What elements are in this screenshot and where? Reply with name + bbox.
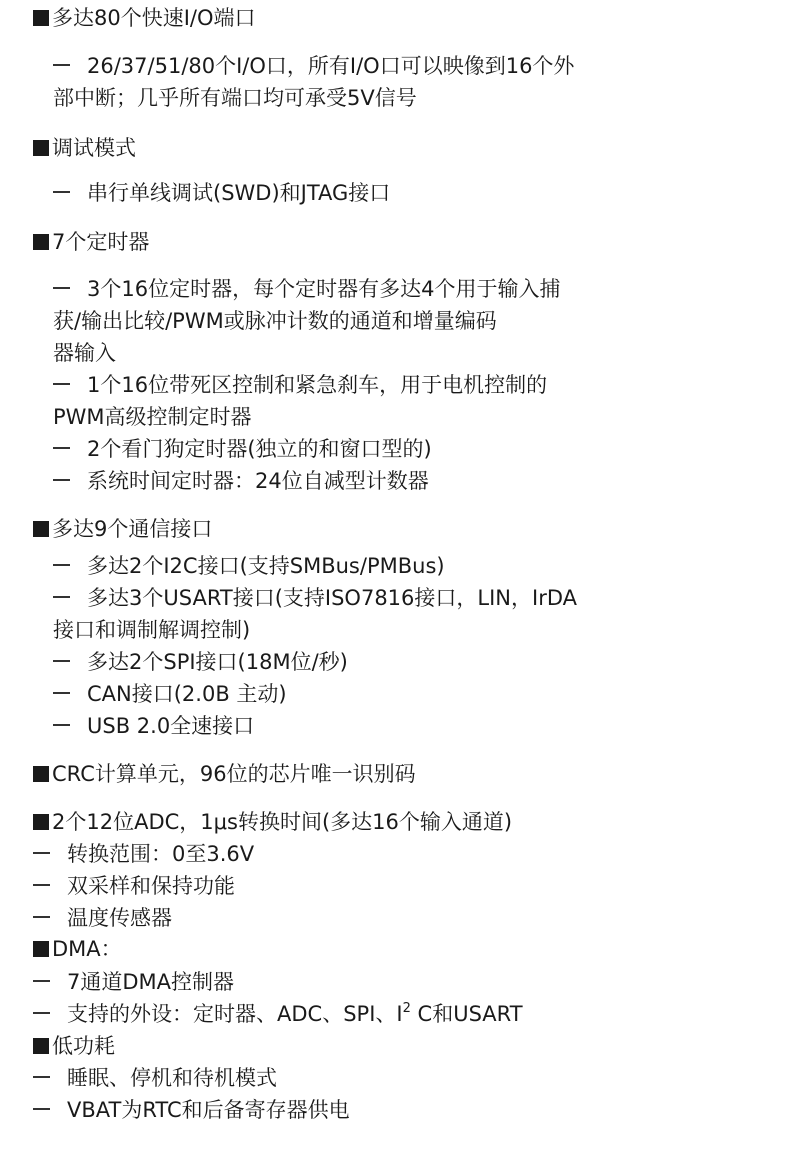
section-heading xyxy=(33,515,212,543)
line-text: 7个定时器 xyxy=(52,230,150,254)
list-item-continuation xyxy=(53,403,252,431)
line-text: 睡眠、停机和待机模式 xyxy=(67,1066,277,1090)
square-bullet-icon xyxy=(33,10,49,26)
dash-bullet-icon xyxy=(53,287,70,289)
dash-bullet-icon xyxy=(53,447,70,449)
line-text-tail: C和USART xyxy=(410,1002,523,1026)
dash-bullet-icon xyxy=(53,479,70,481)
line-text: 温度传感器 xyxy=(67,906,172,930)
line-text: 系统时间定时器：24位自减型计数器 xyxy=(87,469,429,493)
list-item-continuation xyxy=(53,307,497,335)
line-text: 接口和调制解调控制) xyxy=(53,618,251,642)
line-text: 26/37/51/80个I/O口，所有I/O口可以映像到16个外 xyxy=(87,54,575,78)
list-item xyxy=(33,840,254,868)
list-item xyxy=(53,371,547,399)
dash-bullet-icon xyxy=(53,564,70,566)
dash-bullet-icon xyxy=(53,724,70,726)
line-text: 7通道DMA控制器 xyxy=(67,970,235,994)
list-item xyxy=(53,584,577,612)
line-text: 多达2个SPI接口(18M位/秒) xyxy=(87,650,348,674)
square-bullet-icon xyxy=(33,521,49,537)
dash-bullet-icon xyxy=(33,852,50,854)
section-heading xyxy=(33,935,122,963)
dash-bullet-icon xyxy=(33,1108,50,1110)
dash-bullet-icon xyxy=(33,1012,50,1014)
dash-bullet-icon xyxy=(53,596,70,598)
section-heading xyxy=(33,1032,115,1060)
line-text: 部中断；几乎所有端口均可承受5V信号 xyxy=(53,86,417,110)
dash-bullet-icon xyxy=(33,916,50,918)
list-item xyxy=(53,275,560,303)
line-text: 串行单线调试(SWD)和JTAG接口 xyxy=(87,181,391,205)
line-text: 多达9个通信接口 xyxy=(52,517,213,541)
line-text: PWM高级控制定时器 xyxy=(53,405,252,429)
list-item xyxy=(53,648,348,676)
line-text: DMA： xyxy=(52,937,122,961)
superscript: 2 xyxy=(402,1001,411,1016)
list-item xyxy=(53,712,254,740)
list-item xyxy=(53,52,574,80)
line-text: 转换范围：0至3.6V xyxy=(67,842,255,866)
dash-bullet-icon xyxy=(53,191,70,193)
square-bullet-icon xyxy=(33,1038,49,1054)
list-item xyxy=(33,1064,277,1092)
dash-bullet-icon xyxy=(33,884,50,886)
line-text: 器输入 xyxy=(53,341,116,365)
list-item-continuation xyxy=(53,84,417,112)
square-bullet-icon xyxy=(33,140,49,156)
list-item xyxy=(33,968,234,996)
dash-bullet-icon xyxy=(53,692,70,694)
list-item xyxy=(53,179,390,207)
list-item xyxy=(53,680,287,708)
dash-bullet-icon xyxy=(53,383,70,385)
list-item-continuation xyxy=(53,616,250,644)
list-item xyxy=(33,1096,350,1124)
line-text: 多达80个快速I/O端口 xyxy=(52,6,256,30)
list-item xyxy=(33,904,172,932)
section-heading xyxy=(33,134,136,162)
section-heading xyxy=(33,4,256,32)
list-item xyxy=(33,872,235,900)
line-text: 获/输出比较/PWM或脉冲计数的通道和增量编码 xyxy=(53,309,497,333)
list-item xyxy=(53,435,432,463)
square-bullet-icon xyxy=(33,941,49,957)
line-text: 2个看门狗定时器(独立的和窗口型的) xyxy=(87,437,432,461)
dash-bullet-icon xyxy=(33,980,50,982)
dash-bullet-icon xyxy=(53,64,70,66)
line-text: 多达3个USART接口(支持ISO7816接口，LIN，IrDA xyxy=(87,586,577,610)
square-bullet-icon xyxy=(33,814,49,830)
section-heading xyxy=(33,228,149,256)
line-text: 双采样和保持功能 xyxy=(67,874,235,898)
list-item-continuation xyxy=(53,339,116,367)
line-text: 2个12位ADC，1μs转换时间(多达16个输入通道) xyxy=(52,810,513,834)
line-text: 调试模式 xyxy=(52,136,136,160)
square-bullet-icon xyxy=(33,234,49,250)
square-bullet-icon xyxy=(33,766,49,782)
list-item xyxy=(33,1000,523,1028)
line-text: USB 2.0全速接口 xyxy=(87,714,255,738)
line-text: CAN接口(2.0B 主动) xyxy=(87,682,287,706)
line-text: VBAT为RTC和后备寄存器供电 xyxy=(67,1098,350,1122)
list-item xyxy=(53,552,445,580)
dash-bullet-icon xyxy=(33,1076,50,1078)
line-text: 1个16位带死区控制和紧急刹车，用于电机控制的 xyxy=(87,373,548,397)
line-text: CRC计算单元，96位的芯片唯一识别码 xyxy=(52,762,416,786)
list-item xyxy=(53,467,429,495)
line-text: 3个16位定时器，每个定时器有多达4个用于输入捕 xyxy=(87,277,561,301)
line-text: 多达2个I2C接口(支持SMBus/PMBus) xyxy=(87,554,445,578)
dash-bullet-icon xyxy=(53,660,70,662)
line-text: 支持的外设：定时器、ADC、SPI、I xyxy=(67,1002,403,1026)
section-heading xyxy=(33,808,512,836)
section-heading xyxy=(33,760,416,788)
line-text: 低功耗 xyxy=(52,1034,115,1058)
